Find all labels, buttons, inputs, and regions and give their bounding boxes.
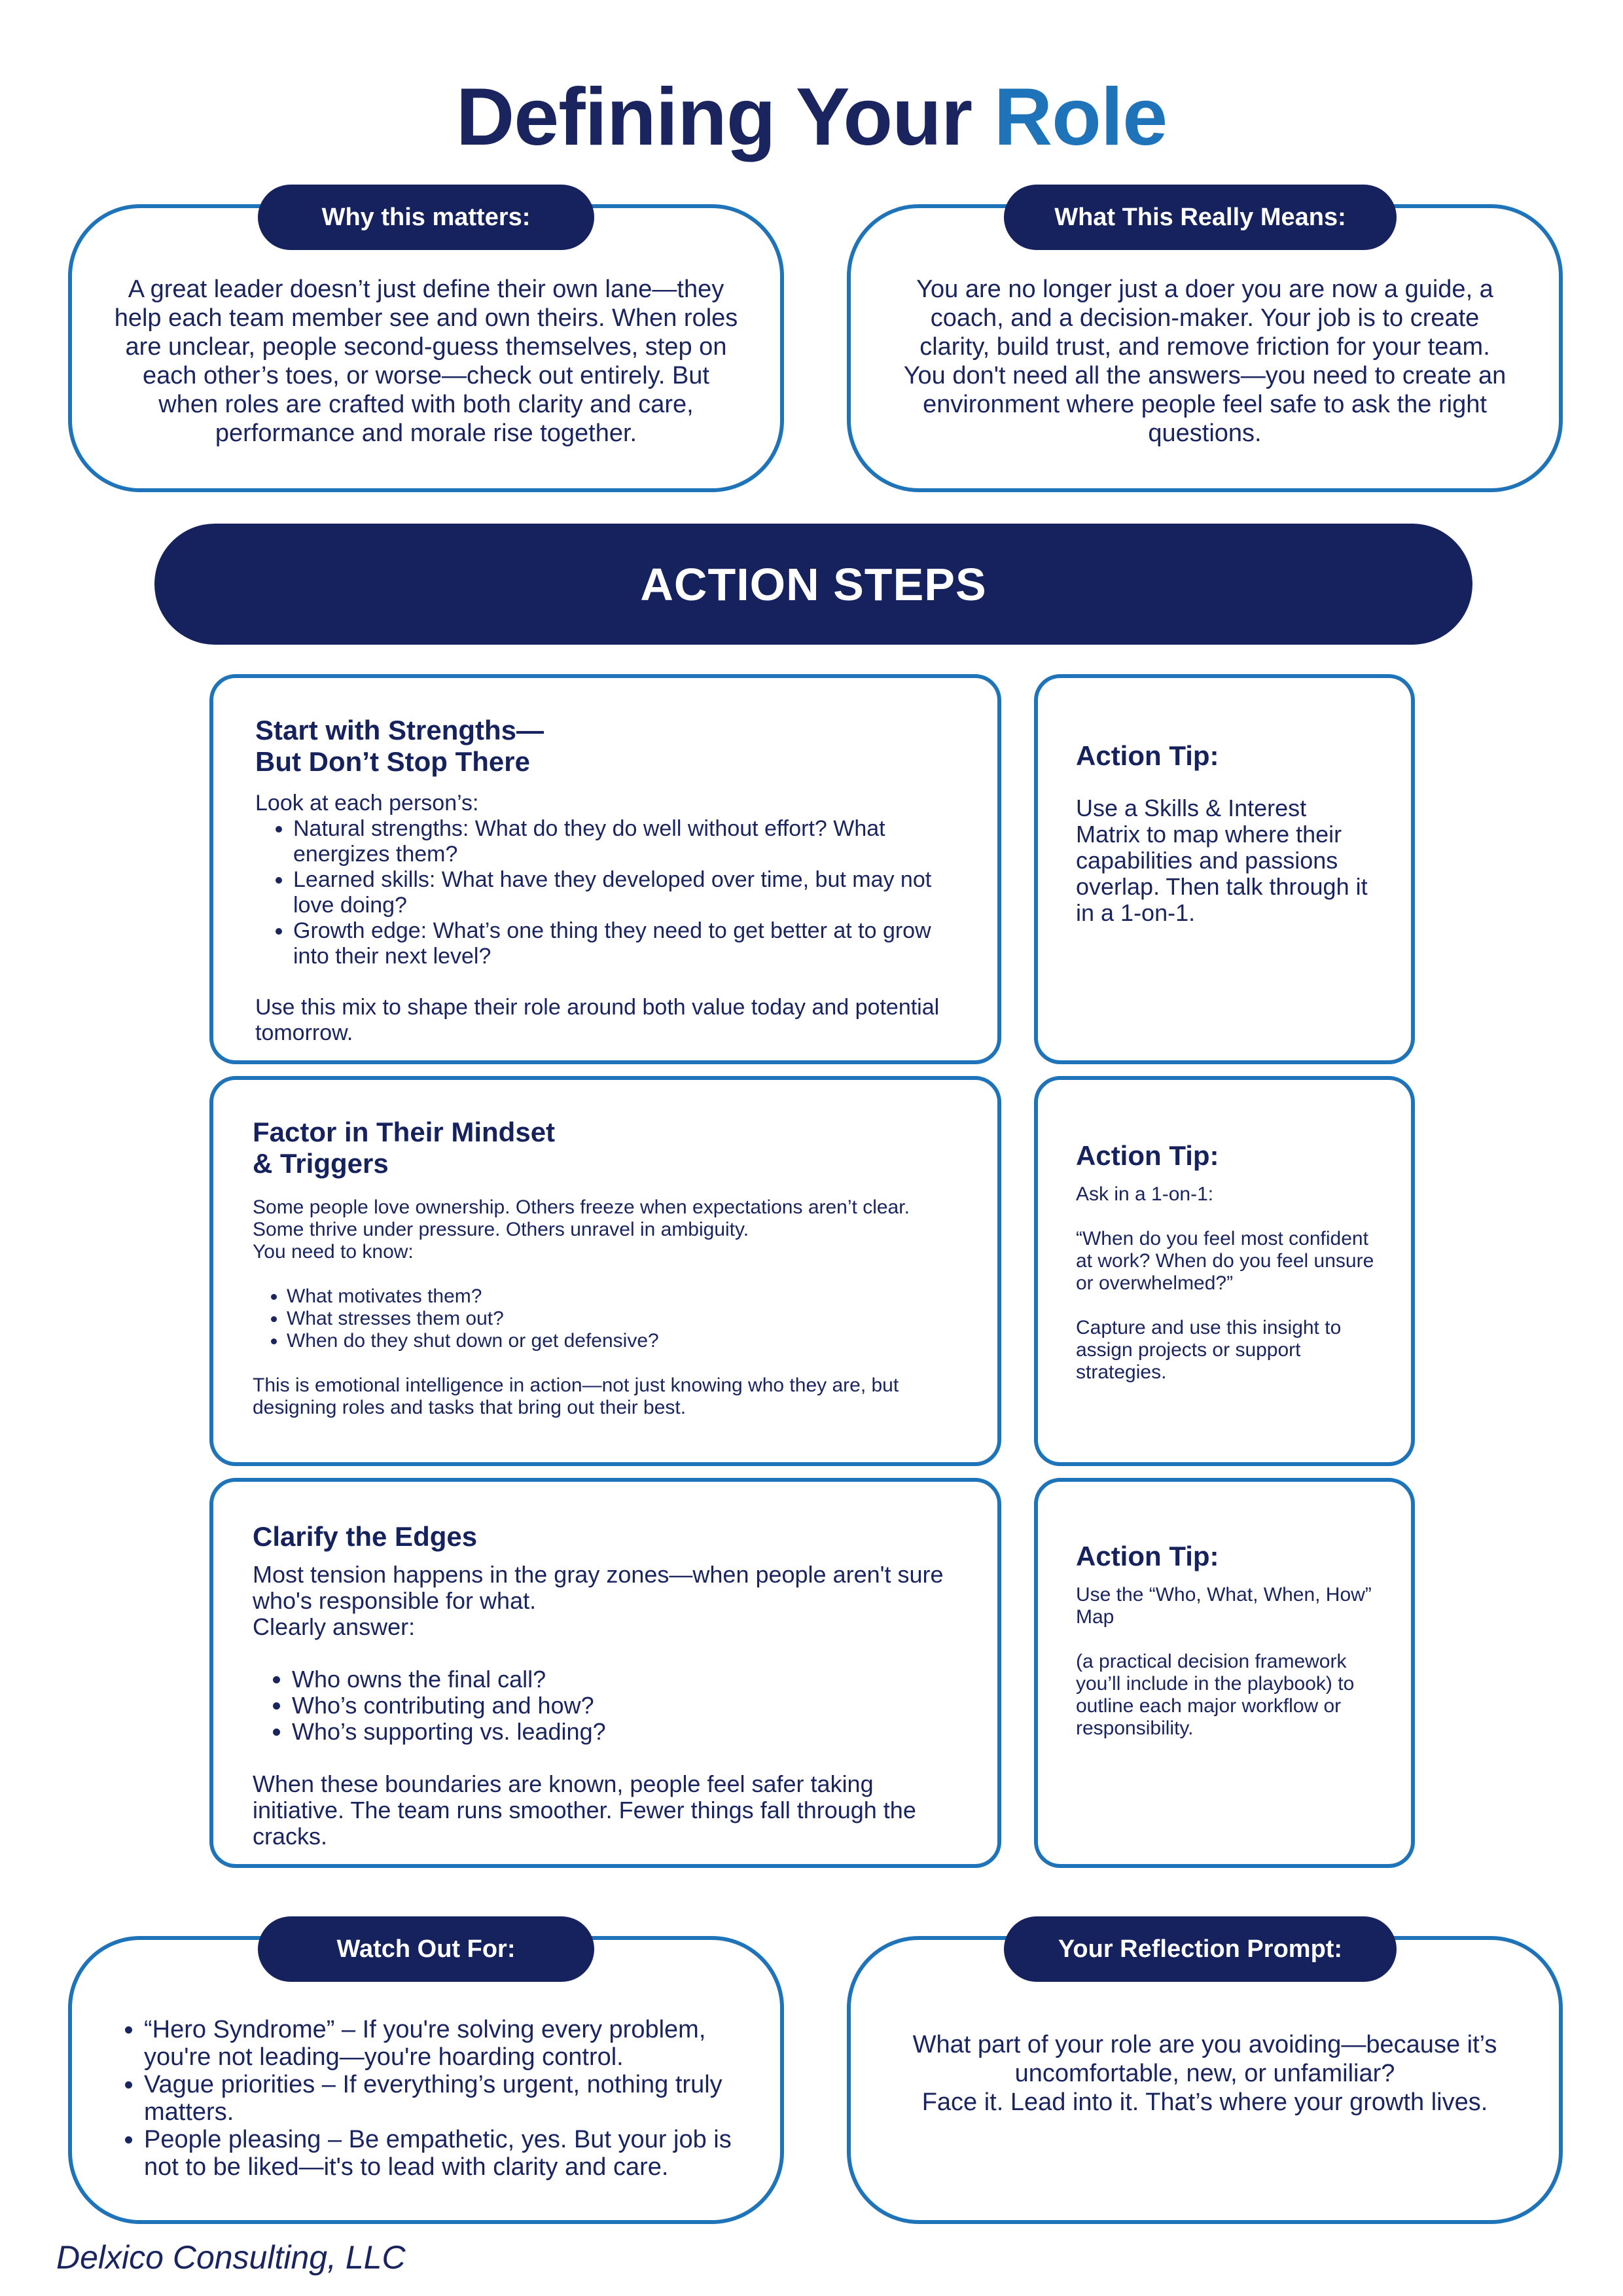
list-item: • Who’s supporting vs. leading? <box>292 1719 957 1745</box>
tip-title: Action Tip: <box>1076 1541 1219 1571</box>
step-intro: Most tension happens in the gray zones—when people aren't sure who's responsible for what. <box>253 1561 944 1614</box>
list-item: • Who’s contributing and how? <box>292 1693 957 1719</box>
tip-text: Use a Skills & Interest Matrix to map where their capabilities and passions overlap. Then talk through it in a 1-on-1. <box>1076 795 1368 926</box>
action-tip-card <box>1034 1076 1415 1466</box>
page-title <box>0 71 1623 164</box>
step-intro-question: Clearly answer: <box>253 1613 416 1640</box>
step-intro: Look at each person’s: <box>255 791 479 816</box>
tip-closing: (a practical decision framework you’ll include in the playbook) to outline each major workflow or responsibility. <box>1076 1651 1355 1739</box>
action-steps-banner: ACTION STEPS <box>154 524 1472 645</box>
list-item: • Growth edge: What’s one thing they need to get better at to grow into their next level? <box>293 918 957 969</box>
tip-quote: “When do you feel most confident at work? When do you feel unsure or overwhelmed?” <box>1076 1228 1374 1294</box>
list-item: • People pleasing – Be empathetic, yes. But your job is not to be liked—it's to lead with clarity and care. <box>144 2126 741 2181</box>
list-item: • Learned skills: What have they developed over time, but may not love doing? <box>293 867 957 918</box>
step-closing: When these boundaries are known, people feel safer taking initiative. The team runs smoother. Fewer things fall through the cracks. <box>253 1770 916 1850</box>
list-item: • What motivates them? <box>287 1285 957 1308</box>
step-intro-question: You need to know: <box>253 1241 414 1263</box>
reflection-question: What part of your role are you avoiding—because it’s uncomfortable, new, or unfamiliar? <box>912 2031 1497 2087</box>
action-tip-card <box>1034 1478 1415 1868</box>
tip-closing: Capture and use this insight to assign projects or support strategies. <box>1076 1317 1342 1383</box>
step-card-strengths <box>209 674 1001 1064</box>
watch-out-bullets <box>118 2016 741 2181</box>
reflection-call: Face it. Lead into it. That’s where your growth lives. <box>921 2089 1488 2116</box>
why-matters-text: A great leader doesn’t just define their own lane—they help each team member see and own theirs. When roles are unclear, people second-guess themselves, step on each other’s toes, or worse—check out entirely. But when roles are crafted with both clarity and care, performance and morale rise together. <box>114 276 738 447</box>
step-title: Start with Strengths— But Don’t Stop There <box>255 715 544 777</box>
action-tip-card <box>1034 674 1415 1064</box>
tip-title: Action Tip: <box>1076 1140 1219 1171</box>
step-bullets <box>253 1285 957 1352</box>
what-means-label: What This Really Means: <box>1004 185 1397 250</box>
title-accent: Role <box>993 72 1168 162</box>
watch-out-label: Watch Out For: <box>258 1916 594 1982</box>
step-title: Factor in Their Mindset & Triggers <box>253 1117 556 1179</box>
company-name: Delxico Consulting, LLC <box>56 2239 406 2276</box>
why-matters-label: Why this matters: <box>258 185 594 250</box>
list-item: • Vague priorities – If everything’s urgent, nothing truly matters. <box>144 2071 741 2126</box>
step-bullets <box>253 1666 957 1745</box>
tip-line: Use the “Who, What, When, How” Map <box>1076 1584 1372 1628</box>
list-item: • What stresses them out? <box>287 1308 957 1330</box>
step-intro: Some people love ownership. Others freeze when expectations aren’t clear. Some thrive under pressure. Others unravel in ambiguity. <box>253 1196 910 1240</box>
tip-title: Action Tip: <box>1076 740 1219 771</box>
step-title: Clarify the Edges <box>253 1521 478 1552</box>
list-item: • “Hero Syndrome” – If you're solving every problem, you're not leading—you're hoarding control. <box>144 2016 741 2071</box>
title-part1: Defining Your <box>455 72 972 162</box>
what-means-text: You are no longer just a doer you are now a guide, a coach, and a decision-maker. Your job is to create clarity, build trust, and remove friction for your team. You don't need all the answers—you need to create an environment where people feel safe to ask the right questions. <box>903 276 1507 447</box>
list-item: • Natural strengths: What do they do well without effort? What energizes them? <box>293 816 957 867</box>
list-item: • When do they shut down or get defensive? <box>287 1330 957 1352</box>
step-closing: Use this mix to shape their role around both value today and potential tomorrow. <box>255 995 940 1045</box>
step-bullets <box>255 816 957 969</box>
step-closing: This is emotional intelligence in action—not just knowing who they are, but designing roles and tasks that bring out their best. <box>253 1374 899 1418</box>
tip-line: Ask in a 1-on-1: <box>1076 1183 1214 1205</box>
reflection-label: Your Reflection Prompt: <box>1004 1916 1397 1982</box>
step-card-mindset <box>209 1076 1001 1466</box>
step-card-edges <box>209 1478 1001 1868</box>
list-item: • Who owns the final call? <box>292 1666 957 1693</box>
